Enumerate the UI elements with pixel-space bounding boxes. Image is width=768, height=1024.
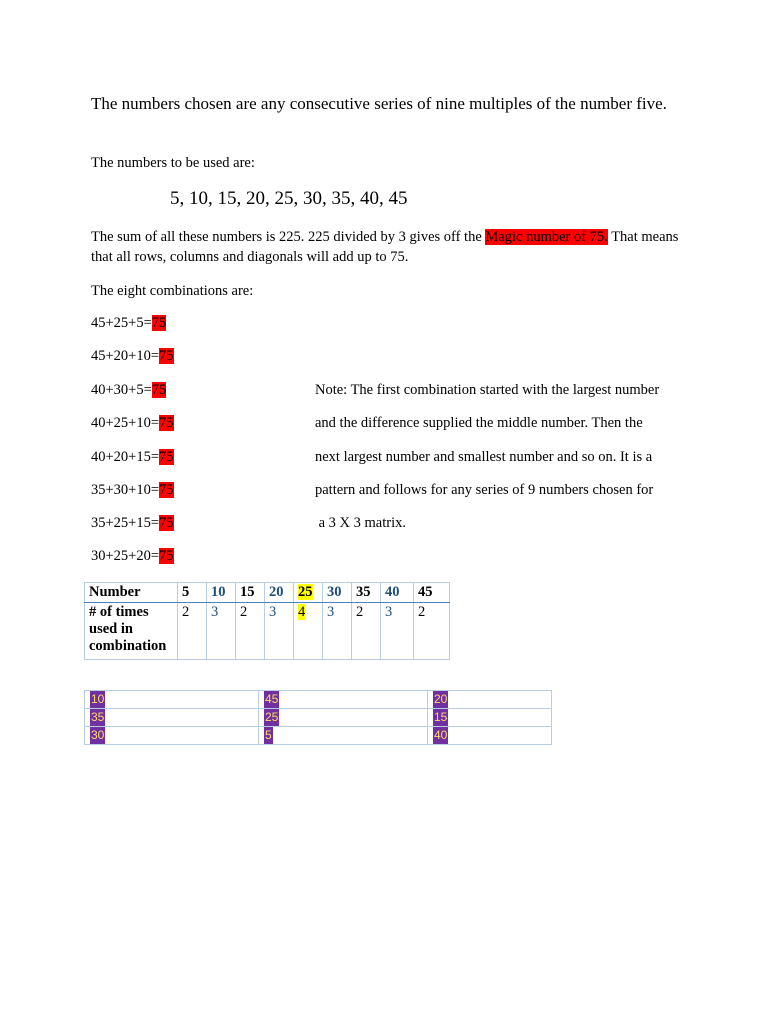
- square-value: 25: [265, 710, 279, 724]
- number-cell: [294, 583, 323, 603]
- usage-count-table: [84, 582, 450, 660]
- count-cell: 3: [207, 603, 236, 660]
- number-cell: 20: [265, 583, 294, 603]
- combination-8: [91, 548, 174, 565]
- combination-result: 75: [159, 548, 174, 564]
- number-cell: 10: [207, 583, 236, 603]
- count-cell: 3: [265, 603, 294, 660]
- number-cell: 30: [323, 583, 352, 603]
- note-line-5: a 3 X 3 matrix.: [315, 515, 407, 531]
- combination-7: [91, 515, 174, 532]
- number-cell: 45: [414, 583, 450, 603]
- number-cell: 35: [352, 583, 381, 603]
- square-cell: [428, 691, 552, 709]
- square-cell: [85, 709, 259, 727]
- combinations-heading: The eight combinations are:: [91, 283, 254, 299]
- combination-result: 75: [151, 315, 167, 331]
- note-line-4: pattern and follows for any series of 9 numbers chosen for: [315, 482, 654, 498]
- combination-result: 75: [159, 449, 174, 465]
- count-cell: [294, 603, 323, 660]
- combination-expr: 35+25+15=: [91, 515, 160, 531]
- square-value: 20: [434, 692, 448, 706]
- combination-result: 75: [159, 348, 174, 364]
- sum-text-pre: The sum of all these numbers is 225. 225 divided by 3 gives off the: [91, 229, 486, 245]
- number-cell: 5: [178, 583, 207, 603]
- number-cell: 15: [236, 583, 265, 603]
- sum-text-post: That means that all rows, columns and diagonals will add up to 75.: [91, 229, 679, 265]
- combination-expr: 40+20+15=: [91, 449, 160, 465]
- number-series: 5, 10, 15, 20, 25, 30, 35, 40, 45: [170, 188, 408, 209]
- square-cell: [259, 727, 428, 745]
- count-cell: 3: [381, 603, 414, 660]
- note-line-1: Note: The first combination started with the largest number: [315, 382, 660, 398]
- highlighted-number: 25: [298, 584, 313, 600]
- count-cell: 2: [178, 603, 207, 660]
- table-row: [85, 603, 450, 660]
- combination-2: [91, 348, 174, 365]
- row-label: # of times used in combination: [85, 603, 178, 660]
- intro-paragraph: The numbers chosen are any consecutive series of nine multiples of the number five.: [91, 94, 667, 113]
- count-cell: 2: [352, 603, 381, 660]
- table-row: [85, 691, 552, 709]
- combination-result: 75: [159, 482, 174, 498]
- square-cell: [259, 691, 428, 709]
- combination-result: 75: [151, 382, 167, 398]
- to-be-used-label: The numbers to be used are:: [91, 155, 255, 171]
- combination-6: [91, 482, 174, 499]
- table-row: [85, 583, 450, 603]
- combination-expr: 40+30+5=: [91, 382, 152, 398]
- square-cell: [259, 709, 428, 727]
- combination-expr: 35+30+10=: [91, 482, 160, 498]
- square-cell: [85, 727, 259, 745]
- combination-result: 75: [159, 515, 174, 531]
- combination-expr: 30+25+20=: [91, 548, 160, 564]
- square-value: 45: [265, 692, 279, 706]
- combination-1: [91, 315, 166, 332]
- table-row: [85, 709, 552, 727]
- number-cell: 40: [381, 583, 414, 603]
- sum-paragraph: [91, 227, 681, 267]
- square-cell: [428, 709, 552, 727]
- count-cell: 3: [323, 603, 352, 660]
- note-line-2: and the difference supplied the middle number. Then the: [315, 415, 643, 431]
- combination-expr: 45+25+5=: [91, 315, 152, 331]
- square-value: 5: [265, 728, 272, 742]
- combination-expr: 40+25+10=: [91, 415, 160, 431]
- table-row: [85, 727, 552, 745]
- square-value: 40: [434, 728, 448, 742]
- square-cell: [428, 727, 552, 745]
- square-value: 10: [91, 692, 105, 706]
- count-cell: 2: [236, 603, 265, 660]
- square-value: 35: [91, 710, 105, 724]
- magic-square-table: [84, 690, 552, 745]
- highlighted-count: 4: [298, 604, 306, 620]
- combination-expr: 45+20+10=: [91, 348, 160, 364]
- combination-result: 75: [159, 415, 174, 431]
- note-line-3: next largest number and smallest number and so on. It is a: [315, 449, 653, 465]
- combination-5: [91, 449, 174, 466]
- square-cell: [85, 691, 259, 709]
- count-cell: 2: [414, 603, 450, 660]
- combination-3: [91, 382, 166, 399]
- magic-number-highlight: Magic number of 75.: [485, 229, 608, 245]
- square-value: 15: [434, 710, 448, 724]
- header-label: Number: [85, 583, 178, 603]
- square-value: 30: [91, 728, 105, 742]
- combination-4: [91, 415, 174, 432]
